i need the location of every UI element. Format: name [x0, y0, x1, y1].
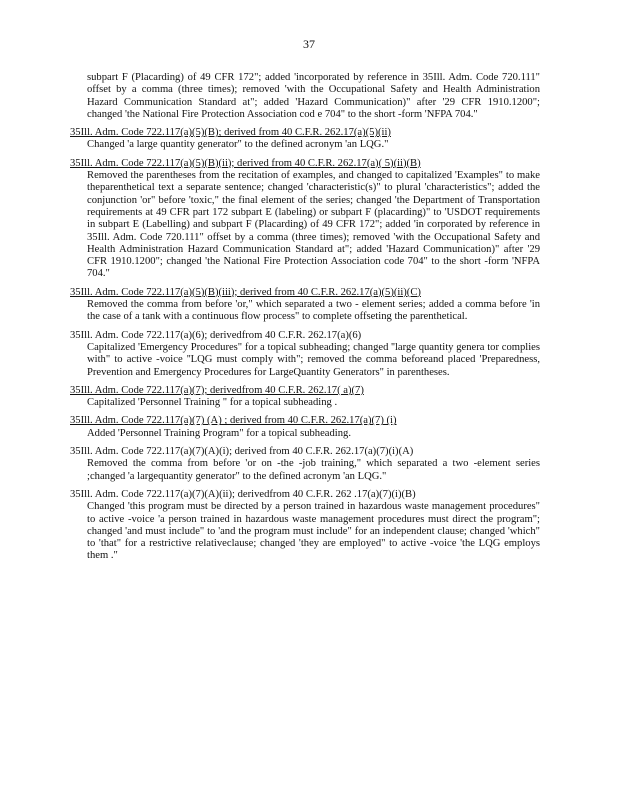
derivation-entry: [70, 415, 540, 440]
entry-heading: 35Ill. Adm. Code 722.117(a)(7) (A) ; derived from 40 C.F.R. 262.17(a)(7) (i): [70, 415, 397, 427]
entry-body: Capitalized 'Personnel Training " for a topical subheading .: [87, 397, 338, 409]
derivation-entry: [70, 446, 540, 483]
continuation-entry: [70, 72, 540, 121]
entry-heading: 35Ill. Adm. Code 722.117(a)(5)(B)(ii); derived from 40 C.F.R. 262.17(a)( 5)(ii)(B): [70, 157, 421, 169]
entry-heading: 35Ill. Adm. Code 722.117(a)(6); derivedfrom 40 C.F.R. 262.17(a)(6): [70, 329, 362, 341]
entry-heading: 35Ill. Adm. Code 722.117(a)(7); derivedfrom 40 C.F.R. 262.17( a)(7): [70, 384, 364, 396]
entry-body: Removed the comma from before 'or," which separated a two - element series; added a comma before 'in the case of a tank with a continuous flow process" to complete offseting the parenthetical.: [87, 299, 540, 323]
entry-body: Changed 'this program must be directed by a person trained in hazardous waste management procedures" to active -voice 'a person trained in hazardous waste management procedures must direct the program"; changed 'and must include" to 'and the program must include" for an independent clause; changed 'which" to 'that" for a restrictive relativeclause; changed 'they are employed" to active -voice 'the LQG employs them .": [87, 501, 540, 562]
entry-body: Removed the comma from before 'or on -the -job training," which separated a two -element series ;changed 'a largequantity generator" to the defined acronym 'an LQG.": [87, 458, 540, 482]
entry-heading: 35Ill. Adm. Code 722.117(a)(5)(B)(iii); derived from 40 C.F.R. 262.17(a)(5)(ii)(C): [70, 286, 421, 298]
derivation-entry: [70, 385, 540, 410]
page-content: [70, 72, 540, 569]
derivation-entry: [70, 127, 540, 152]
continuation-text: subpart F (Placarding) of 49 CFR 172"; added 'incorporated by reference in 35Ill. Adm. Code 720.111" offset by a comma (three times); removed 'with the Occupational Safety and Health Administration Hazard Communication Standard at"; added 'Hazard Communication)" after '29 CFR 1910.1200"; changed 'the National Fire Protection Association cod e 704" to the short -form 'NFPA 704.": [87, 72, 540, 120]
entry-body: Removed the parentheses from the recitation of examples, and changed to capitalized 'Examples" to make theparenthetical text a separate sentence; changed 'characteristic(s)" to plural 'characteristics"; added the conjunction 'or" before 'toxic," the final element of the series; changed 'the Department of Transportation requirements at 49 CFR part 172 subpart E (labeling) or subpart F (placarding)" to 'USDOT requirements in subpart E (Labelling) and subpart F (Placarding) of 49 CFR 172"; added 'in corporated by reference in 35Ill. Adm. Code 720.111" offset by a comma (three times); removed 'with the Occupational Safety and Health Administration Hazard Communication Standard at"; added 'Hazard Communication)" after '29 CFR 1910.1200"; changed 'the National Fire Protection Association code 704" to the short -form 'NFPA 704.": [87, 170, 540, 280]
derivation-entry: [70, 158, 540, 281]
entry-body: Added 'Personnel Training Program" for a topical subheading.: [87, 427, 351, 439]
derivation-entry: [70, 330, 540, 379]
entry-heading: 35Ill. Adm. Code 722.117(a)(7)(A)(ii); derivedfrom 40 C.F.R. 262 .17(a)(7)(i)(B): [70, 488, 416, 500]
page-number: 37: [303, 37, 315, 51]
entry-body: Capitalized 'Emergency Procedures" for a topical subheading; changed ''large quantity genera tor complies with" to active -voice ''LQG must comply with"; removed the comma beforeand placed 'Preparedness, Prevention and Emergency Procedures for LargeQuantity Generators" in parentheses.: [87, 341, 540, 378]
entry-heading: 35Ill. Adm. Code 722.117(a)(7)(A)(i); derived from 40 C.F.R. 262.17(a)(7)(i)(A): [70, 446, 414, 458]
entry-body: Changed 'a large quantity generator" to the defined acronym 'an LQG.": [87, 139, 389, 151]
derivation-entry: [70, 287, 540, 324]
derivation-entry: [70, 489, 540, 563]
entry-heading: 35Ill. Adm. Code 722.117(a)(5)(B); derived from 40 C.F.R. 262.17(a)(5)(ii): [70, 127, 391, 139]
